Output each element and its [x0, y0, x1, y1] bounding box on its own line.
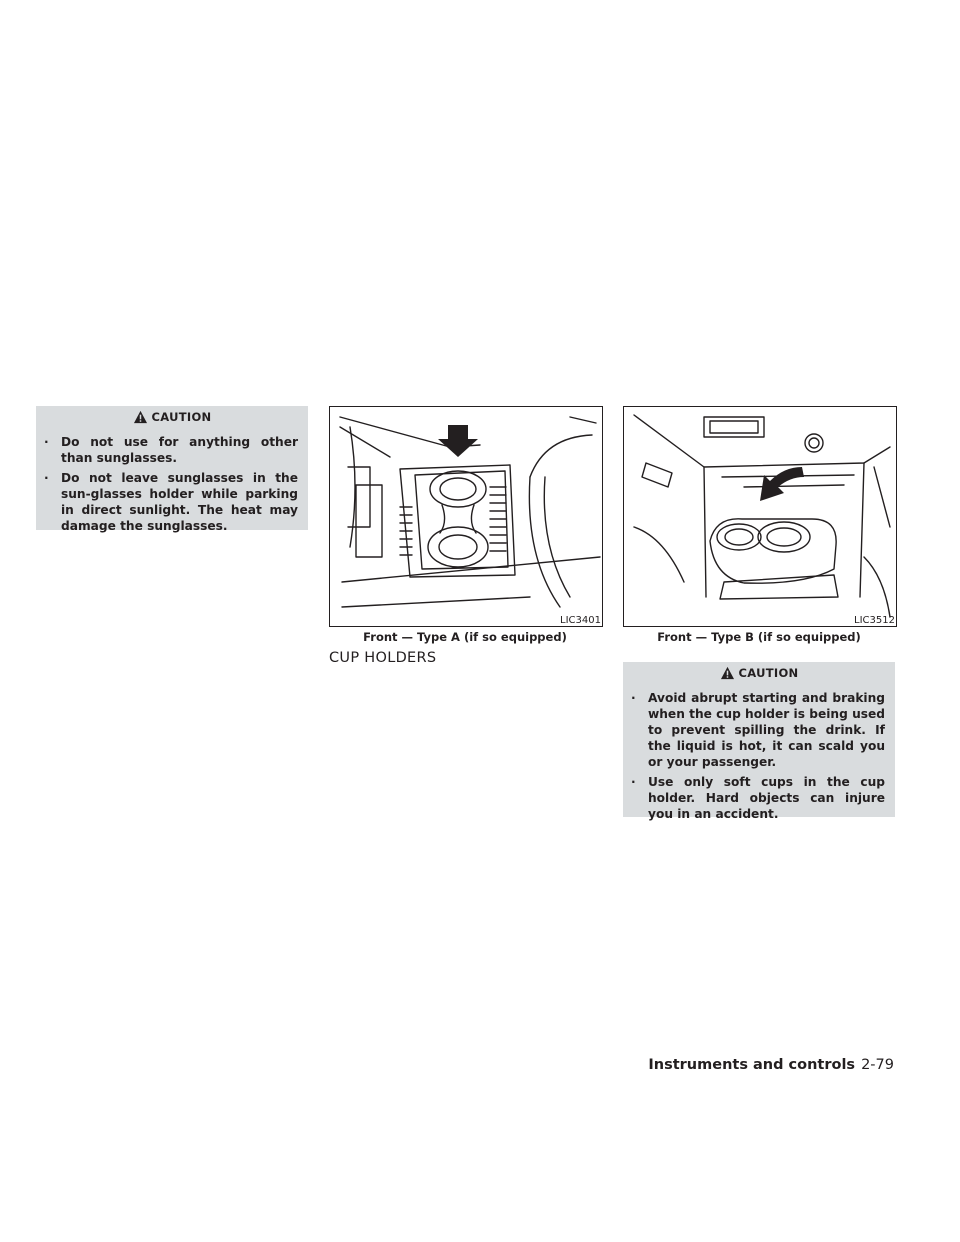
figure-code: LIC3401	[560, 615, 601, 626]
caution-item: · Use only soft cups in the cup holder. Hard objects can injure you in an accident.	[631, 775, 885, 821]
caution-item: · Do not use for anything other than sunglasses.	[44, 435, 298, 465]
caution-item: · Do not leave sunglasses in the sun-glasses holder while parking in direct sunlight. The heat may damage the sunglasses.	[44, 471, 298, 533]
caution-heading-text: CAUTION	[151, 410, 212, 424]
figure-cup-holder-type-b	[623, 406, 897, 627]
down-arrow-icon	[438, 425, 478, 457]
caution-list	[623, 684, 895, 834]
figure-caption: Front — Type B (if so equipped)	[657, 630, 861, 644]
page-number: 2-79	[861, 1057, 894, 1073]
caution-list	[36, 428, 308, 546]
figure-caption: Front — Type A (if so equipped)	[363, 630, 567, 644]
cup-holder-type-a-illustration	[330, 407, 602, 626]
page-footer	[648, 1057, 894, 1073]
warning-icon	[720, 666, 735, 680]
curved-arrow-icon	[760, 467, 804, 501]
caution-item: · Avoid abrupt starting and braking when the cup holder is being used to prevent spilling the drink. If the liquid is hot, it can scald you or your passenger.	[631, 691, 885, 769]
cup-holder-type-b-illustration	[624, 407, 896, 626]
caution-heading	[36, 406, 308, 428]
section-title: CUP HOLDERS	[329, 650, 437, 666]
warning-icon	[133, 410, 148, 424]
footer-section: Instruments and controls	[648, 1057, 856, 1073]
caution-heading-text: CAUTION	[738, 666, 799, 680]
caution-heading	[623, 662, 895, 684]
caution-box-cup-holders	[623, 662, 895, 821]
figure-code: LIC3512	[854, 615, 895, 626]
figure-cup-holder-type-a	[329, 406, 603, 627]
caution-box-sunglasses	[36, 406, 308, 533]
